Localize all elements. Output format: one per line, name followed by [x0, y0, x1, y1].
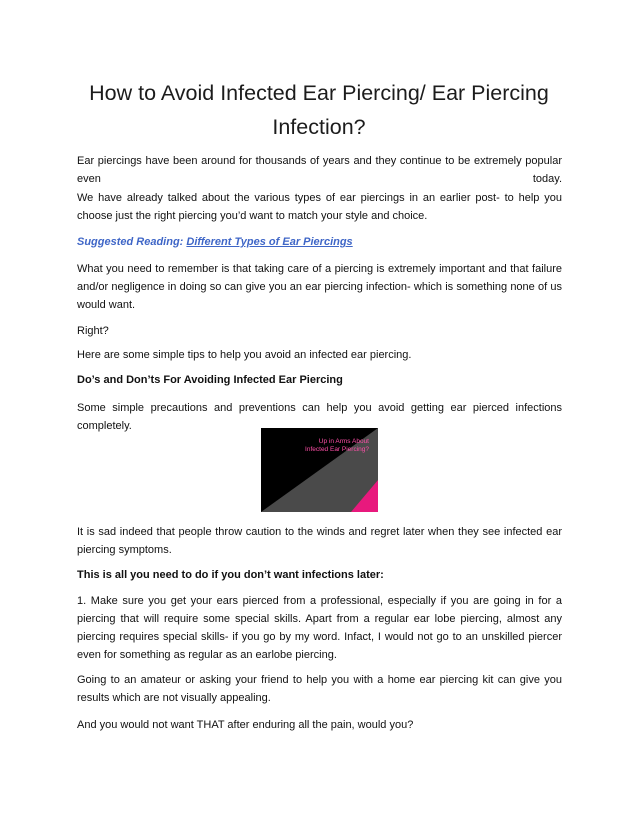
right-paragraph: Right? — [77, 325, 109, 337]
page-title: How to Avoid Infected Ear Piercing/ Ear Piercing Infection? — [89, 81, 549, 139]
professional-paragraph: 1. Make sure you get your ears pierced from a professional, especially if you are going in for a piercing that will require some special skills. Apart from a regular ear lobe piercing, almost any piercing requires special skills- if you go by my word. Infact, I would not go to an unskilled piercer even for something as regular as an earlobe piercing. — [77, 595, 562, 661]
closing-paragraph: And you would not want THAT after enduring all the pain, would you? — [77, 719, 414, 731]
instructions-heading: This is all you need to do if you don’t want infections later: — [77, 569, 384, 581]
suggested-reading — [77, 233, 562, 251]
types-paragraph: We have already talked about the various types of ear piercings in an earlier post- to help you choose just the right piercing you’d want to match your style and choice. — [77, 192, 562, 222]
suggested-reading-label: Suggested Reading: — [77, 236, 187, 248]
dos-donts-heading: Do’s and Don’ts For Avoiding Infected Ear Piercing — [77, 374, 343, 386]
tips-paragraph: Here are some simple tips to help you avoid an infected ear piercing. — [77, 349, 412, 361]
symptoms-paragraph: It is sad indeed that people throw caution to the winds and regret later when they see infected ear piercing symptoms. — [77, 526, 562, 556]
amateur-paragraph: Going to an amateur or asking your friend to help you with a home ear piercing kit can give you results which are not visually appealing. — [77, 674, 562, 704]
suggested-reading-link[interactable]: Different Types of Ear Piercings — [186, 236, 353, 248]
image-caption: Up in Arms About Infected Ear Piercing? — [305, 438, 369, 453]
article-image — [261, 428, 378, 512]
care-paragraph: What you need to remember is that taking care of a piercing is extremely important and that failure and/or negligence in doing so can give you an ear piercing infection- which is something none of us would want. — [77, 263, 562, 311]
precautions-paragraph: Some simple precautions and preventions can help you avoid getting ear pierced infections completely. — [77, 402, 562, 432]
intro-paragraph: Ear piercings have been around for thousands of years and they continue to be extremely popular even today. — [77, 155, 562, 185]
